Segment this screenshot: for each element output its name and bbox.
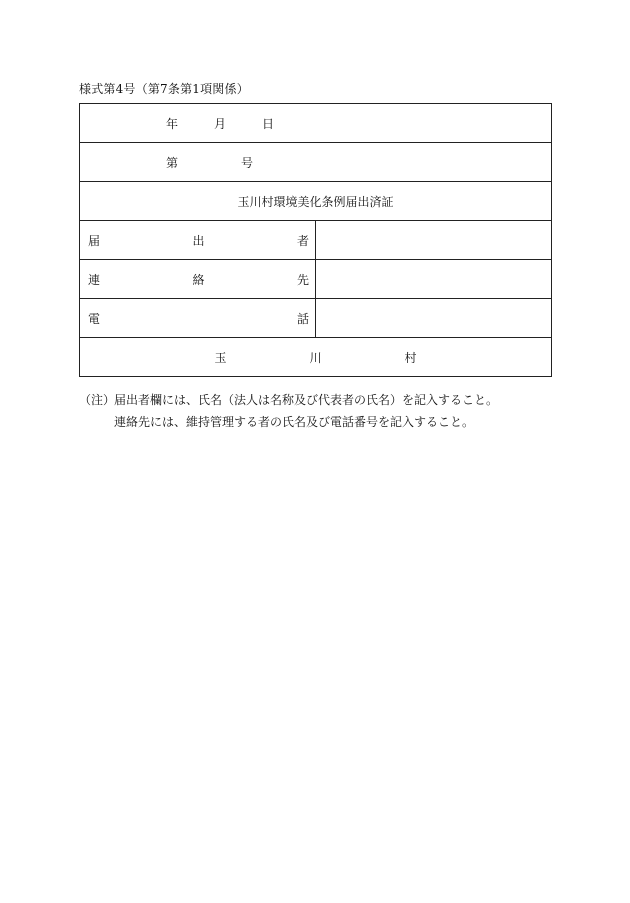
issuer-name: 玉 川 村 — [214, 350, 417, 365]
number-row — [80, 143, 552, 182]
contact-row — [80, 260, 552, 299]
form-number: 様式第4号（第7条第1項関係） — [79, 82, 249, 96]
contact-value[interactable] — [316, 260, 552, 299]
certificate-title: 玉川村環境美化条例届出済証 — [80, 182, 552, 221]
applicant-row — [80, 221, 552, 260]
note-line-2: 連絡先には、維持管理する者の氏名及び電話番号を記入すること。 — [114, 415, 475, 429]
year-label: 年 — [166, 116, 179, 131]
applicant-label: 届 出 者 — [88, 233, 309, 248]
title-row — [80, 182, 552, 221]
phone-row — [80, 299, 552, 338]
applicant-value[interactable] — [316, 221, 552, 260]
dai-label: 第 — [166, 155, 179, 170]
issuer-row — [80, 338, 552, 377]
note-mark: （注） — [79, 393, 116, 407]
notes — [79, 389, 498, 433]
date-row — [80, 104, 552, 143]
phone-value[interactable] — [316, 299, 552, 338]
phone-label: 電 話 — [88, 311, 309, 326]
go-label: 号 — [241, 155, 254, 170]
certificate-table — [79, 103, 552, 377]
month-label: 月 — [214, 116, 227, 131]
day-label: 日 — [262, 116, 275, 131]
note-line-1: 届出者欄には、氏名（法人は名称及び代表者の氏名）を記入すること。 — [114, 393, 499, 407]
contact-label: 連 絡 先 — [88, 272, 309, 287]
